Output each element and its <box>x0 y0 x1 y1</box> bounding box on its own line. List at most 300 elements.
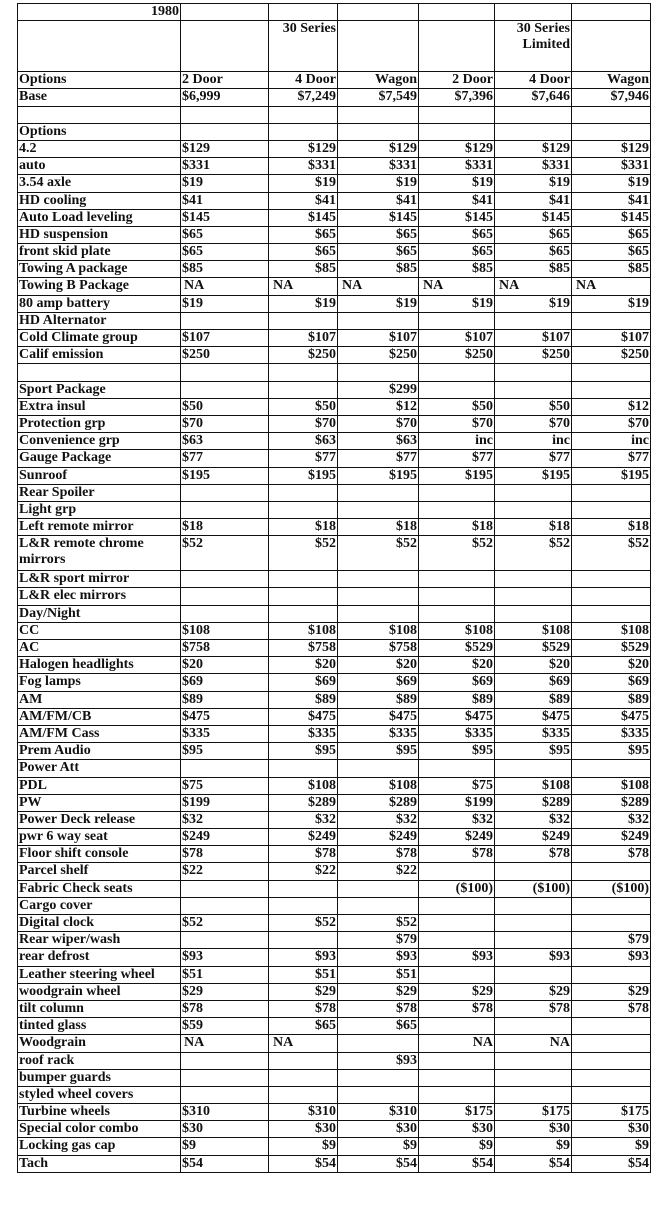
price-cell: $70 <box>269 415 338 432</box>
price-cell: $89 <box>338 691 419 708</box>
price-cell: $95 <box>181 743 269 760</box>
table-row <box>18 863 651 880</box>
table-row <box>18 415 651 432</box>
price-cell: $41 <box>269 192 338 209</box>
price-cell: $69 <box>419 674 495 691</box>
option-label: CC <box>18 622 181 639</box>
price-cell: $65 <box>269 226 338 243</box>
price-cell <box>338 897 419 914</box>
price-cell <box>572 1018 651 1035</box>
spacer-row <box>18 106 651 123</box>
base-label: Base <box>18 89 181 106</box>
price-cell: $108 <box>269 777 338 794</box>
price-cell <box>181 605 269 622</box>
option-label: Extra insul <box>18 398 181 415</box>
option-label: Leather steering wheel <box>18 966 181 983</box>
price-cell: $93 <box>419 949 495 966</box>
price-cell <box>419 484 495 501</box>
base-row <box>18 89 651 106</box>
price-cell: $95 <box>269 743 338 760</box>
column-header: 4 Door <box>269 72 338 89</box>
price-cell: $9 <box>419 1138 495 1155</box>
price-cell: $77 <box>495 450 572 467</box>
price-cell <box>495 897 572 914</box>
table-row <box>18 571 651 588</box>
option-label: Day/Night <box>18 605 181 622</box>
price-cell: $529 <box>495 640 572 657</box>
price-cell: $18 <box>269 519 338 536</box>
price-cell: $65 <box>181 226 269 243</box>
empty-cell <box>495 4 572 21</box>
table-row <box>18 1000 651 1017</box>
empty-cell <box>419 4 495 21</box>
table-row <box>18 278 651 295</box>
price-cell: $18 <box>572 519 651 536</box>
price-cell <box>419 1052 495 1069</box>
base-price: $7,646 <box>495 89 572 106</box>
price-cell: $108 <box>419 622 495 639</box>
price-cell <box>572 1086 651 1103</box>
table-row <box>18 1138 651 1155</box>
price-cell: $758 <box>269 640 338 657</box>
price-cell: $65 <box>419 226 495 243</box>
price-cell: $195 <box>419 467 495 484</box>
table-row <box>18 226 651 243</box>
price-cell: $249 <box>181 829 269 846</box>
series-header: 30 Series Limited <box>495 21 572 72</box>
price-cell: $9 <box>269 1138 338 1155</box>
price-cell: $250 <box>338 347 419 364</box>
option-label: Towing A package <box>18 261 181 278</box>
price-cell: $289 <box>572 794 651 811</box>
price-cell: $250 <box>495 347 572 364</box>
price-cell: $54 <box>495 1155 572 1172</box>
price-cell: $65 <box>495 244 572 261</box>
price-cell <box>572 760 651 777</box>
option-label: Convenience grp <box>18 433 181 450</box>
table-row <box>18 1121 651 1138</box>
price-cell <box>269 880 338 897</box>
price-cell: $331 <box>495 158 572 175</box>
price-cell: $19 <box>495 175 572 192</box>
price-cell: NA <box>419 1035 495 1052</box>
price-cell: $250 <box>419 347 495 364</box>
option-label: woodgrain wheel <box>18 983 181 1000</box>
price-cell: $475 <box>495 708 572 725</box>
price-cell: $20 <box>181 657 269 674</box>
price-cell <box>338 588 419 605</box>
price-cell: $54 <box>419 1155 495 1172</box>
price-cell <box>269 1069 338 1086</box>
price-cell: $108 <box>495 777 572 794</box>
option-label: Prem Audio <box>18 743 181 760</box>
price-cell: $41 <box>419 192 495 209</box>
price-cell <box>495 501 572 518</box>
option-label: HD Alternator <box>18 312 181 329</box>
price-cell: $145 <box>495 209 572 226</box>
empty-cell <box>269 4 338 21</box>
price-cell: $93 <box>338 1052 419 1069</box>
table-row <box>18 433 651 450</box>
price-cell <box>338 760 419 777</box>
price-cell: $175 <box>495 1104 572 1121</box>
table-row <box>18 794 651 811</box>
price-cell: $19 <box>338 175 419 192</box>
price-cell: $65 <box>338 1018 419 1035</box>
option-label: bumper guards <box>18 1069 181 1086</box>
table-row <box>18 691 651 708</box>
price-cell: $85 <box>495 261 572 278</box>
empty-cell <box>495 123 572 140</box>
price-cell: $20 <box>572 657 651 674</box>
option-label: Locking gas cap <box>18 1138 181 1155</box>
option-label: Light grp <box>18 501 181 518</box>
price-cell: $77 <box>419 450 495 467</box>
table-row <box>18 1035 651 1052</box>
price-cell <box>495 381 572 398</box>
option-label: Rear wiper/wash <box>18 932 181 949</box>
table-row <box>18 983 651 1000</box>
price-cell: $129 <box>419 140 495 157</box>
option-label: Power Att <box>18 760 181 777</box>
price-cell: $32 <box>572 811 651 828</box>
price-cell: $108 <box>338 777 419 794</box>
price-cell: $63 <box>338 433 419 450</box>
table-row <box>18 622 651 639</box>
price-cell: $475 <box>572 708 651 725</box>
price-cell: $310 <box>338 1104 419 1121</box>
price-cell: $29 <box>269 983 338 1000</box>
price-cell: $529 <box>572 640 651 657</box>
price-cell: NA <box>181 278 269 295</box>
price-cell <box>419 760 495 777</box>
price-cell: $52 <box>495 536 572 571</box>
option-label: PDL <box>18 777 181 794</box>
price-cell: $78 <box>181 1000 269 1017</box>
price-cell <box>338 364 419 381</box>
table-row <box>18 192 651 209</box>
empty-cell <box>181 4 269 21</box>
table-row <box>18 140 651 157</box>
price-cell: $475 <box>419 708 495 725</box>
price-cell <box>572 1052 651 1069</box>
price-cell: $19 <box>269 295 338 312</box>
price-cell: NA <box>338 278 419 295</box>
price-cell <box>181 932 269 949</box>
table-row <box>18 381 651 398</box>
base-price: $7,946 <box>572 89 651 106</box>
empty-cell <box>419 106 495 123</box>
price-cell: $54 <box>269 1155 338 1172</box>
price-cell: $95 <box>338 743 419 760</box>
price-cell: $95 <box>419 743 495 760</box>
price-cell: $331 <box>338 158 419 175</box>
price-cell <box>181 1086 269 1103</box>
price-cell <box>338 880 419 897</box>
section-label: Options <box>18 123 181 140</box>
price-cell: $19 <box>572 175 651 192</box>
price-cell: $249 <box>269 829 338 846</box>
price-cell: $289 <box>269 794 338 811</box>
price-cell: $78 <box>181 846 269 863</box>
price-cell: $41 <box>495 192 572 209</box>
price-cell: $32 <box>419 811 495 828</box>
price-cell: $108 <box>181 622 269 639</box>
price-cell: $50 <box>269 398 338 415</box>
option-label: Auto Load leveling <box>18 209 181 226</box>
price-cell: $19 <box>495 295 572 312</box>
price-cell: $77 <box>338 450 419 467</box>
price-cell: $65 <box>181 244 269 261</box>
year-row <box>18 4 651 21</box>
option-label: Power Deck release <box>18 811 181 828</box>
table-row <box>18 312 651 329</box>
table-row <box>18 760 651 777</box>
price-cell <box>419 312 495 329</box>
series-header <box>181 21 269 72</box>
option-label: Sport Package <box>18 381 181 398</box>
price-cell: $78 <box>495 1000 572 1017</box>
option-label: Tach <box>18 1155 181 1172</box>
table-row <box>18 829 651 846</box>
price-cell: $78 <box>419 1000 495 1017</box>
price-cell: $41 <box>338 192 419 209</box>
empty-cell <box>18 21 181 72</box>
column-header: 2 Door <box>419 72 495 89</box>
table-row <box>18 846 651 863</box>
price-cell <box>495 588 572 605</box>
option-label: Cargo cover <box>18 897 181 914</box>
option-label: Turbine wheels <box>18 1104 181 1121</box>
price-cell: $30 <box>495 1121 572 1138</box>
price-cell <box>181 1069 269 1086</box>
price-cell <box>572 501 651 518</box>
empty-cell <box>572 106 651 123</box>
option-label: Special color combo <box>18 1121 181 1138</box>
price-cell: $69 <box>269 674 338 691</box>
price-cell <box>495 966 572 983</box>
price-cell: $250 <box>269 347 338 364</box>
option-label: Cold Climate group <box>18 330 181 347</box>
table-row <box>18 536 651 571</box>
base-price: $7,549 <box>338 89 419 106</box>
price-cell <box>338 1086 419 1103</box>
option-label: auto <box>18 158 181 175</box>
empty-cell <box>338 4 419 21</box>
price-cell: $249 <box>419 829 495 846</box>
table-row <box>18 949 651 966</box>
price-cell <box>181 880 269 897</box>
series-header-row <box>18 21 651 72</box>
price-cell: $108 <box>269 622 338 639</box>
price-cell: $18 <box>181 519 269 536</box>
price-cell: $70 <box>495 415 572 432</box>
price-cell <box>181 381 269 398</box>
price-cell: $331 <box>419 158 495 175</box>
price-cell: $93 <box>495 949 572 966</box>
price-cell <box>419 588 495 605</box>
price-cell: $52 <box>419 536 495 571</box>
price-cell: NA <box>495 1035 572 1052</box>
price-cell <box>269 484 338 501</box>
price-cell: $249 <box>495 829 572 846</box>
series-header: 30 Series <box>269 21 338 72</box>
empty-cell <box>269 106 338 123</box>
price-cell: $145 <box>269 209 338 226</box>
price-cell: $29 <box>572 983 651 1000</box>
price-cell: $85 <box>181 261 269 278</box>
price-cell <box>495 1086 572 1103</box>
option-label: tilt column <box>18 1000 181 1017</box>
price-cell: $758 <box>181 640 269 657</box>
table-row <box>18 398 651 415</box>
price-cell: $32 <box>269 811 338 828</box>
price-cell: inc <box>495 433 572 450</box>
price-cell: $32 <box>181 811 269 828</box>
price-cell: $18 <box>419 519 495 536</box>
table-row <box>18 1086 651 1103</box>
price-cell: $63 <box>181 433 269 450</box>
price-cell: $175 <box>419 1104 495 1121</box>
price-cell: $30 <box>181 1121 269 1138</box>
price-cell <box>269 897 338 914</box>
price-cell <box>572 312 651 329</box>
table-row <box>18 209 651 226</box>
price-cell: $107 <box>419 330 495 347</box>
price-cell: NA <box>572 278 651 295</box>
series-header <box>338 21 419 72</box>
price-cell: $9 <box>572 1138 651 1155</box>
price-cell: $310 <box>181 1104 269 1121</box>
price-cell <box>572 381 651 398</box>
option-label: Gauge Package <box>18 450 181 467</box>
price-cell: $310 <box>269 1104 338 1121</box>
price-cell <box>495 932 572 949</box>
price-cell <box>572 484 651 501</box>
price-cell <box>269 760 338 777</box>
option-label: Woodgrain <box>18 1035 181 1052</box>
empty-cell <box>495 106 572 123</box>
price-cell: $108 <box>572 622 651 639</box>
series-header <box>419 21 495 72</box>
price-cell: $89 <box>269 691 338 708</box>
price-cell: $89 <box>181 691 269 708</box>
price-cell: $249 <box>572 829 651 846</box>
column-header: 4 Door <box>495 72 572 89</box>
price-cell: $65 <box>495 226 572 243</box>
price-cell: $50 <box>419 398 495 415</box>
option-label: 3.54 axle <box>18 175 181 192</box>
price-cell: $79 <box>572 932 651 949</box>
price-cell: $129 <box>269 140 338 157</box>
price-cell: $289 <box>495 794 572 811</box>
price-cell: $95 <box>495 743 572 760</box>
price-cell: $85 <box>269 261 338 278</box>
price-cell: $19 <box>419 295 495 312</box>
price-cell: $52 <box>181 536 269 571</box>
series-header <box>572 21 651 72</box>
price-cell: $335 <box>419 725 495 742</box>
price-cell: $93 <box>572 949 651 966</box>
empty-cell <box>269 123 338 140</box>
option-label: Rear Spoiler <box>18 484 181 501</box>
price-cell: $78 <box>338 1000 419 1017</box>
price-cell: $32 <box>338 811 419 828</box>
price-cell <box>269 381 338 398</box>
price-cell <box>181 501 269 518</box>
option-label: AM <box>18 691 181 708</box>
table-row <box>18 897 651 914</box>
price-cell: $78 <box>572 1000 651 1017</box>
price-cell <box>338 501 419 518</box>
price-cell <box>572 1035 651 1052</box>
price-cell: $78 <box>338 846 419 863</box>
option-label: styled wheel covers <box>18 1086 181 1103</box>
price-cell: $335 <box>572 725 651 742</box>
empty-cell <box>572 4 651 21</box>
price-cell <box>181 588 269 605</box>
price-cell: $19 <box>338 295 419 312</box>
price-cell: $145 <box>338 209 419 226</box>
price-cell: $195 <box>181 467 269 484</box>
price-cell: $20 <box>269 657 338 674</box>
price-cell: $51 <box>269 966 338 983</box>
price-cell: $475 <box>269 708 338 725</box>
price-cell <box>572 1069 651 1086</box>
price-cell: $19 <box>181 175 269 192</box>
price-cell <box>269 364 338 381</box>
price-cell <box>495 915 572 932</box>
price-cell: $22 <box>181 863 269 880</box>
price-cell: ($100) <box>572 880 651 897</box>
price-cell: $12 <box>338 398 419 415</box>
table-row <box>18 777 651 794</box>
price-cell: $70 <box>572 415 651 432</box>
table-row <box>18 244 651 261</box>
price-cell: $65 <box>572 244 651 261</box>
price-cell: $77 <box>181 450 269 467</box>
empty-cell <box>338 123 419 140</box>
table-row <box>18 364 651 381</box>
option-label: Towing B Package <box>18 278 181 295</box>
price-cell: $69 <box>338 674 419 691</box>
table-row <box>18 966 651 983</box>
option-label: L&R remote chrome mirrors <box>18 536 181 571</box>
price-cell: NA <box>181 1035 269 1052</box>
price-cell: $52 <box>572 536 651 571</box>
price-cell: $175 <box>572 1104 651 1121</box>
price-cell <box>269 571 338 588</box>
price-cell: $107 <box>269 330 338 347</box>
price-cell <box>495 760 572 777</box>
empty-cell <box>181 123 269 140</box>
table-row <box>18 605 651 622</box>
price-cell: $19 <box>269 175 338 192</box>
price-cell: $199 <box>419 794 495 811</box>
price-cell: $65 <box>338 244 419 261</box>
price-cell: $20 <box>419 657 495 674</box>
table-row <box>18 158 651 175</box>
price-cell: $77 <box>572 450 651 467</box>
price-cell <box>338 1069 419 1086</box>
price-cell: $85 <box>338 261 419 278</box>
option-label: Left remote mirror <box>18 519 181 536</box>
option-label: Halogen headlights <box>18 657 181 674</box>
table-row <box>18 811 651 828</box>
price-cell: $93 <box>338 949 419 966</box>
price-cell: $65 <box>269 244 338 261</box>
price-cell <box>495 571 572 588</box>
